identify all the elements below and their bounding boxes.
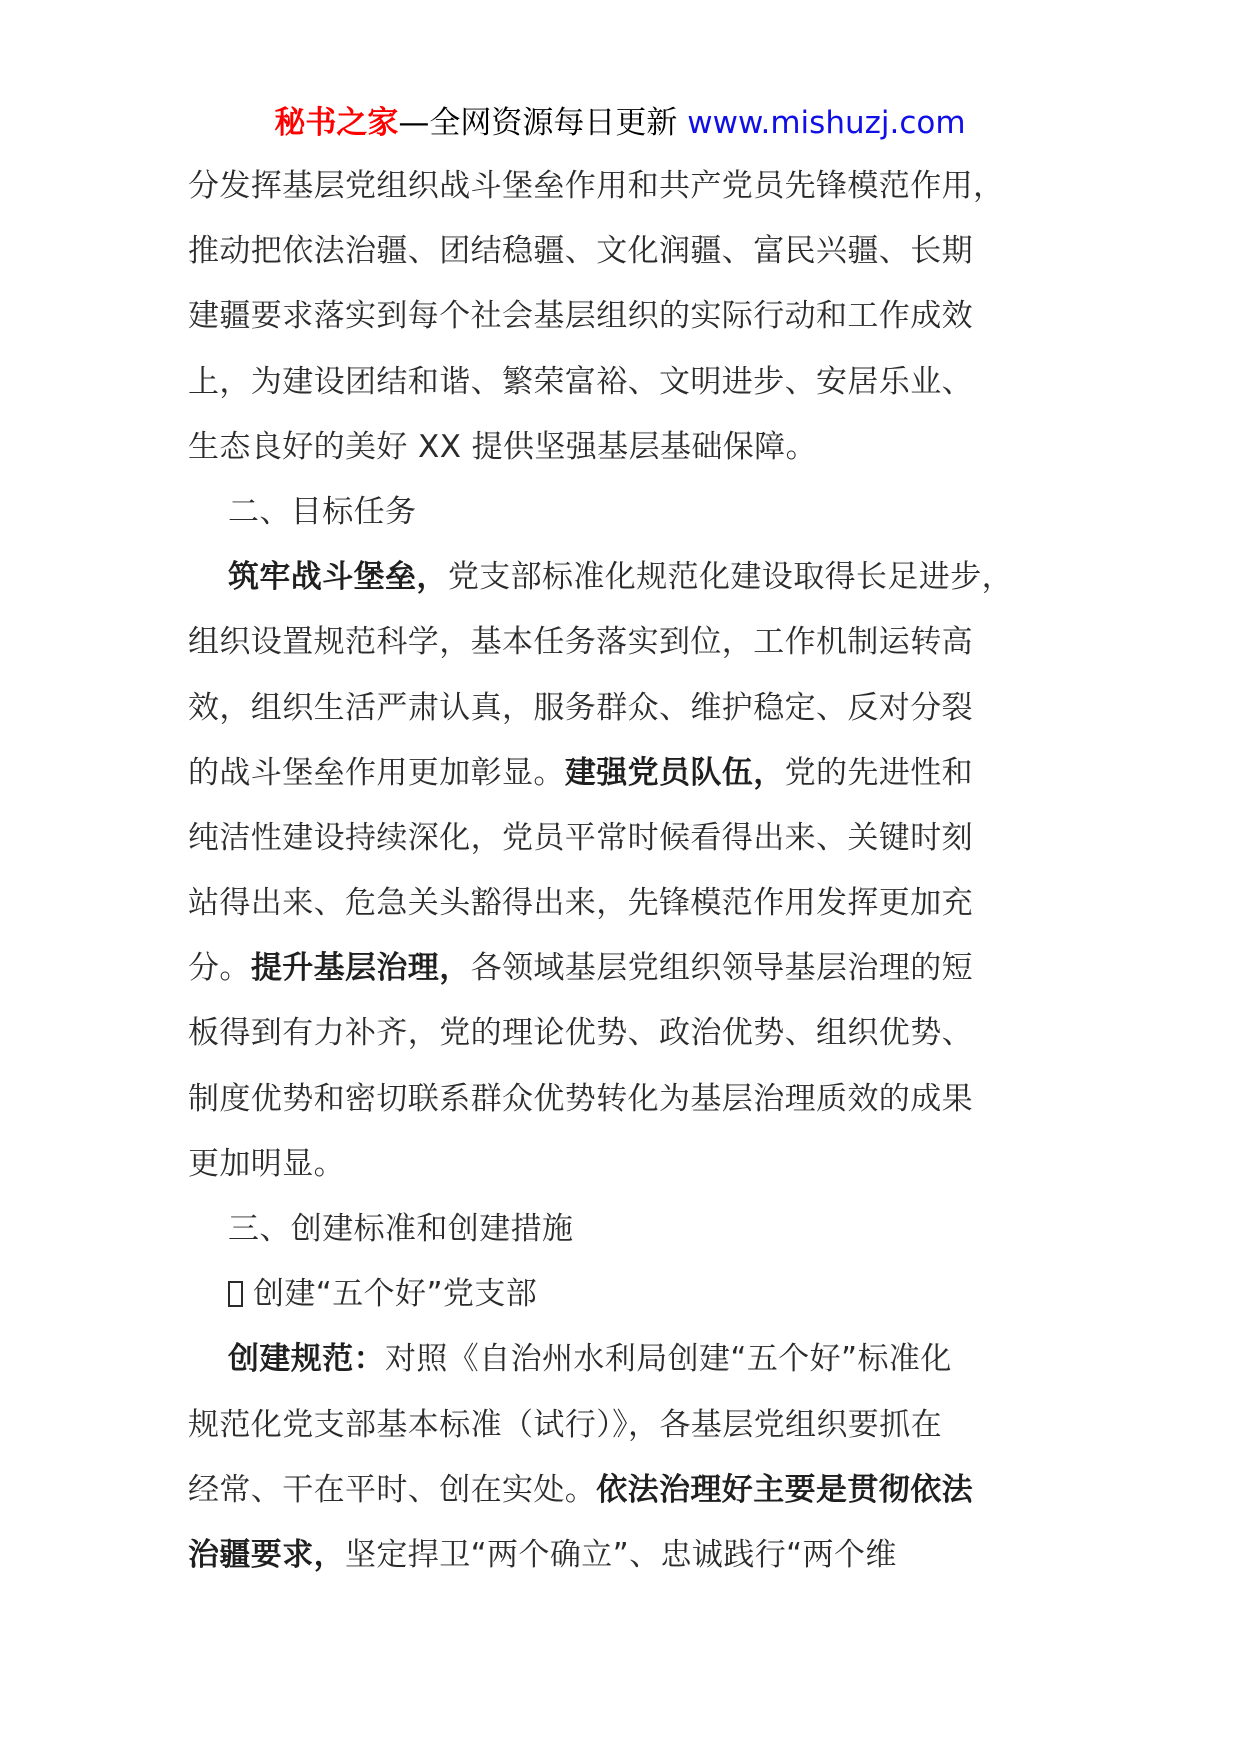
paragraph-line: 生态良好的美好 XX 提供坚强基层基础保障。	[188, 428, 817, 465]
paragraph-line: 建疆要求落实到每个社会基层组织的实际行动和工作成效	[188, 298, 973, 335]
bold-phrase: 依法治理好主要是贯彻依法	[596, 1471, 974, 1508]
paragraph-line	[188, 1523, 1068, 1588]
brand-name: 秘书之家	[274, 105, 399, 141]
paragraph-line: 板得到有力补齐，党的理论优势、政治优势、组织优势、	[188, 1015, 973, 1052]
paragraph-line: 站得出来、危急关头豁得出来，先锋模范作用发挥更加充	[188, 885, 973, 922]
paragraph-line: 组织设置规范科学，基本任务落实到位，工作机制运转高	[188, 624, 973, 661]
paragraph-line: 规范化党支部基本标准（试行）》，各基层党组织要抓在	[188, 1406, 942, 1443]
bold-phrase: 提升基层治理，	[250, 950, 471, 987]
paragraph-line: 推动把依法治疆、团结稳疆、文化润疆、富民兴疆、长期	[188, 233, 973, 270]
bold-phrase: 建强党员队伍，	[564, 754, 785, 791]
bold-phrase: 创建规范：	[228, 1341, 385, 1378]
paragraph-line	[188, 545, 1068, 610]
paragraph-line	[188, 741, 1068, 806]
document-body	[188, 154, 1068, 1588]
section-heading-3: 三、创建标准和创建措施	[228, 1211, 574, 1247]
page-header	[0, 100, 1240, 146]
bold-phrase: 筑牢战斗堡垒，	[228, 559, 448, 596]
paragraph-text: 党支部标准化规范化建设取得长足进步，	[447, 559, 1014, 596]
section-heading-2: 二、目标任务	[228, 493, 417, 530]
subsection-title: 创建“五个好”党支部	[253, 1276, 538, 1313]
paragraph-text: 对照《自治州水利局创建“五个好”标准化	[385, 1341, 952, 1378]
paragraph-text: 的战斗堡垒作用更加彰显。	[188, 754, 565, 791]
site-url-link[interactable]: www.mishuzj.com	[687, 105, 966, 141]
paragraph-line	[188, 936, 1068, 1001]
paragraph-line	[188, 1458, 1068, 1523]
paragraph-line: 分发挥基层党组织战斗堡垒作用和共产党员先锋模范作用，	[188, 168, 1005, 204]
paragraph-line: 上，为建设团结和谐、繁荣富裕、文明进步、安居乐业、	[188, 363, 973, 400]
paragraph-text: 党的先进性和	[784, 754, 974, 791]
paragraph-line: 纯洁性建设持续深化，党员平常时候看得出来、关键时刻	[188, 819, 973, 856]
list-box-icon	[228, 1281, 243, 1307]
paragraph-line: 效，组织生活严肃认真，服务群众、维护稳定、反对分裂	[188, 689, 973, 726]
paragraph-text: 经常、干在平时、创在实处。	[188, 1471, 597, 1508]
header-tagline: —全网资源每日更新	[398, 105, 688, 141]
bold-phrase: 治疆要求，	[188, 1536, 345, 1573]
subsection-heading	[188, 1262, 1068, 1327]
paragraph-line: 制度优势和密切联系群众优势转化为基层治理质效的成果	[188, 1080, 973, 1117]
paragraph-text: 各领域基层党组织领导基层治理的短	[470, 950, 974, 987]
paragraph-text: 坚定捍卫“两个确立”、忠诚践行“两个维	[345, 1536, 897, 1573]
paragraph-line: 更加明显。	[188, 1145, 345, 1182]
paragraph-line	[188, 1327, 1068, 1392]
paragraph-text: 分。	[188, 950, 251, 987]
